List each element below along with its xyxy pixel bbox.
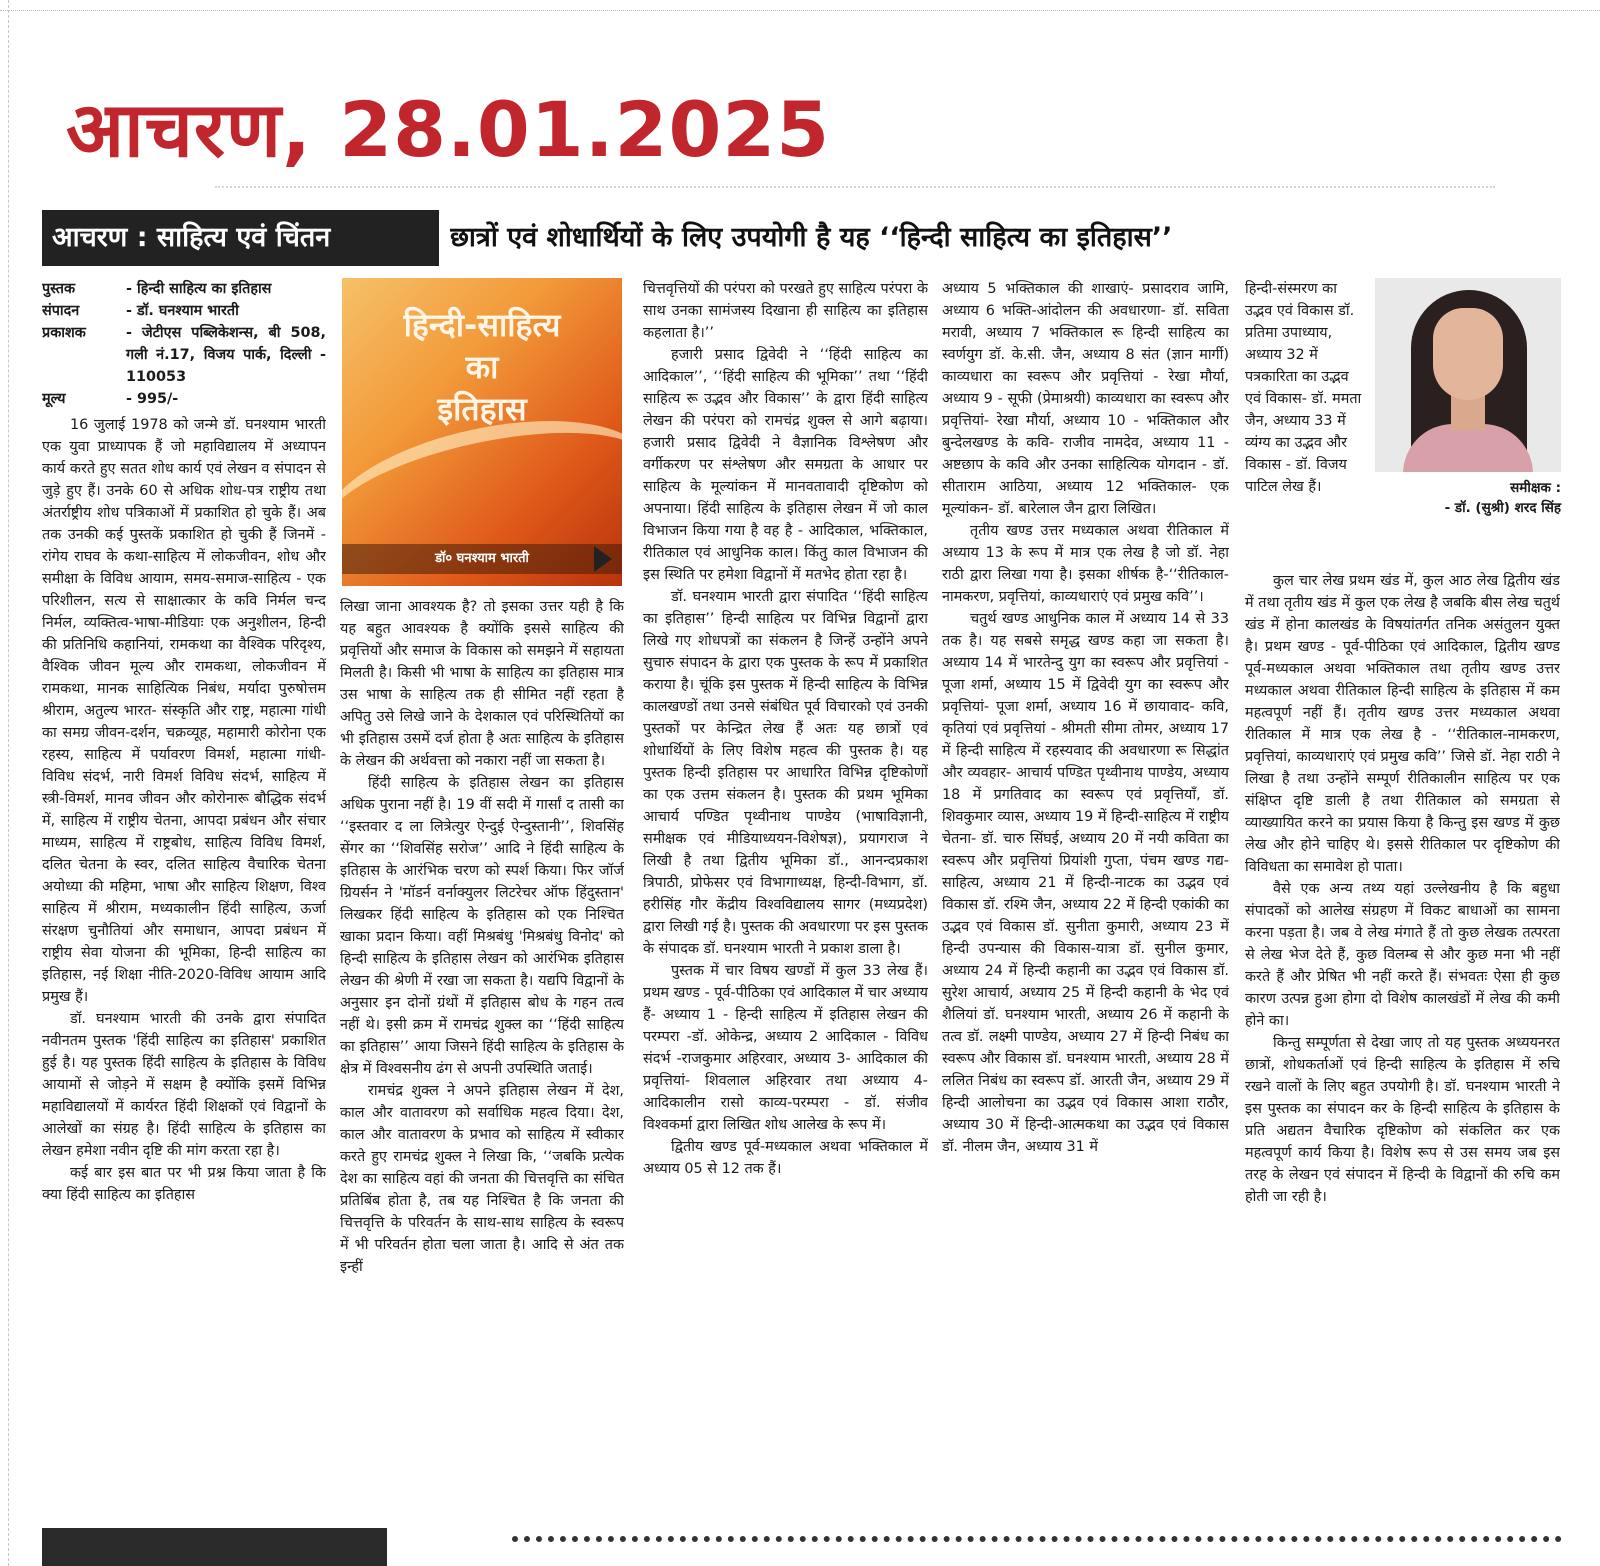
paragraph: 16 जुलाई 1978 को जन्मे डॉ. घनश्याम भारती एक युवा प्राध्यापक हैं जो महाविद्यालय में अध्यापन कार्य करते हुए सतत शोध कार्य एवं लेखन व संपादन से जुड़े हुए हैं। उनके 60 से अधिक शोध-पत्र राष्ट्रीय तथा अंतर्राष्ट्रीय शोध पत्रिकाओं में प्रकाशित हो चुके हैं। अब तक उनकी कई पुस्तकें प्रकाशित हो चुकी हैं जिनमें - रांगेय राघव के कथा-साहित्य में लोकजीवन, शोध और समीक्षा के विविध आयाम, समय-समाज-साहित्य - एक परिशीलन, सत्य से साक्षात्कार के कवि निर्मल चन्द निर्मल, व्यक्तित्व-भाषा-मीडियाः एक अनुशीलन, हिन्दी की प्रतिनिधि कहानियां, रामकथा का वैश्विक परिदृश्य, वैश्विक जीवन मूल्य और रामकथा, लोकजीवन में रामकथा, मानक साहित्यिक निबंध, मर्यादा पुरुषोत्तम श्रीराम, अतुल्य भारत- संस्कृति और राष्ट्र, महात्मा गांधी का समग्र जीवन-दर्शन, चक्रव्यूह, महामारी कोरोना एक रहस्य, साहित्य में पर्यावरण विमर्श, महात्मा गांधी- विविध संदर्भ, नारी विमर्श विविध संदर्भ, साहित्य में स्त्री-विमर्श, मानव जीवन और कोरोनारू बौद्धिक संदर्भ में, साहित्य में राष्ट्रीय चेतना, आपदा प्रबंधन और संचार माध्यम, साहित्य में राष्ट्रबोध, साहित्य विविध विमर्श, दलित चेतना के स्वर, दलित साहित्य वैचारिक चेतना अयोध्या की महिमा, भाषा और साहित्य शिक्षण, विश्व साहित्य में श्रीराम, मध्यकालीन हिंदी साहित्य, ऊर्जा संरक्षण चुनौतियां और समाधान, आपदा प्रबंधन में राष्ट्रीय सेवा योजना की भूमिका, हिन्दी साहित्य का इतिहास, नई शिक्षा नीति-2020-विविध आयाम आदि प्रमुख हैं।: [42, 417, 326, 1005]
paragraph: चतुर्थ खण्ड आधुनिक काल में अध्याय 14 से 33 तक है। यह सबसे समृद्ध खण्ड कहा जा सकता है। अध्याय 14 में भारतेन्दु युग का स्वरूप और प्रवृत्तियां - पूजा शर्मा, अध्याय 15 में द्विवेदी युग का स्वरूप और प्रवृत्तियां- पूजा शर्मा, अध्याय 16 में छायावाद- कवि, कृतियां एवं प्रवृत्तियां - श्रीमती सीमा तोमर, अध्याय 17 में हिन्दी साहित्य में रहस्यवाद की अवधारणा रू सिद्धांत और व्यवहार- आचार्य पण्डित पृथ्वीनाथ पाण्डेय, अध्याय 18 में प्रगतिवाद का स्वरूप एवं प्रवृत्तियाँ, डॉ. शिवकुमार व्यास, अध्याय 19 में हिन्दी-साहित्य में राष्ट्रीय चेतना- डॉ. चारु सिंघई, अध्याय 20 में नयी कविता का स्वरूप और प्रवृत्तियां प्रियांशी गुप्ता, पंचम खण्ड गद्य-साहित्य, अध्याय 21 में हिन्दी-नाटक का उद्भव एवं विकास डॉ. रश्मि जैन, अध्याय 22 में हिन्दी एकांकी का उद्भव एवं विकास डॉ. सुनीता कुमारी, अध्याय 23 में हिन्दी उपन्यास की विकास-यात्रा डॉ. सुनील कुमार, अध्याय 24 में हिन्दी कहानी का उद्भव एवं विकास डॉ. सुरेश आचार्य, अध्याय 25 में हिन्दी कहानी के भेद एवं शैलियां डॉ. घनश्याम भारती, अध्याय 26 में कहानी के तत्व डॉ. लक्ष्मी पाण्डेय, अध्याय 27 में हिन्दी निबंध का स्वरूप और विकास डॉ. घनश्याम भारती, अध्याय 28 में ललित निबंध का स्वरूप डॉ. आरती जैन, अध्याय 29 में हिन्दी आलोचना का उद्भव एवं विकास आशा राठौर, अध्याय 30 में हिन्दी-आत्मकथा का उद्भव एवं विकास डॉ. नीलम जैन, अध्याय 31 में: [942, 611, 1229, 1155]
paragraph: द्वितीय खण्ड पूर्व-मध्यकाल अथवा भक्तिकाल में अध्याय 05 से 12 तक हैं।: [643, 1139, 928, 1177]
paragraph: हजारी प्रसाद द्विवेदी ने ‘‘हिंदी साहित्य का आदिकाल’’, ‘‘हिंदी साहित्य की भूमिका’’ तथा ‘‘हिंदी साहित्य रू उद्भव और विकास’’ के द्वारा हिंदी साहित्य लेखन की परंपरा को रामचंद्र शुक्ल से आगे बढ़ाया। हजारी प्रसाद द्विवेदी ने वैज्ञानिक विश्लेषण और वर्गीकरण पर संश्लेषण और समग्रता के आधार पर साहित्य के मूल्यांकन में मानवतावादी दृष्टिकोण को अपनाया। हिंदी साहित्य के इतिहास लेखन में जो काल विभाजन किया गया है वह है - आदिकाल, भक्तिकाल, रीतिकाल एवं आधुनिक काल। किंतु काल विभाजन की इस स्थिति पर हमेशा विद्वानों में मतभेद होता रहा है।: [643, 347, 928, 583]
paragraph: हिन्दी-संस्मरण का उद्भव एवं विकास डॉ. प्रतिमा उपाध्याय, अध्याय 32 में पत्रकारिता का उद्भव एवं विकास- डॉ. ममता जैन, अध्याय 33 में व्यंग्य का उद्भव और विकास - डॉ. विजय पाटिल लेख हैं।: [1245, 281, 1362, 495]
reviewer-name: - डॉ. (सुश्री) शरद सिंह: [1444, 500, 1561, 516]
top-scan-edge: [0, 0, 1600, 11]
article-column-4: [942, 278, 1229, 1518]
paragraph: लिखा जाना आवश्यक है? तो इसका उत्तर यही है कि यह बहुत आवश्यक है क्योंकि इससे साहित्य की प्रवृत्तियों और समाज के विकास को समझने में सहायता मिलती है। किसी भी भाषा के साहित्य का इतिहास मात्र उस भाषा के साहित्य तक ही सीमित नहीं रहता है अपितु उसे लिखे जाने के देशकाल एवं परिस्थितियों का भी इतिहास उसमें दर्ज होता है अतः साहित्य के इतिहास के लेखन की अर्थवत्ता को नकारा नहीं जा सकता है।: [340, 599, 624, 769]
paragraph: डॉ. घनश्याम भारती द्वारा संपादित ‘‘हिंदी साहित्य का इतिहास’’ हिन्दी साहित्य पर विभिन्न विद्वानों द्वारा लिखे गए शोधपत्रों का संकलन है जिन्हें उन्होंने अपने सुचारु संपादन के द्वारा एक पुस्तक के रूप में प्रकाशित कराया है। चूंकि इस पुस्तक में हिन्दी साहित्य के विभिन्न कालखण्डों तथा उनसे संबंधित पूर्व विचारको एवं उनकी पुस्तकों पर केन्द्रित लेख हैं अतः यह छात्रों एवं शोधार्थियों के लिए विशेष महत्व की पुस्तक है। यह पुस्तक हिन्दी इतिहास पर आधारित विभिन्न दृष्टिकोणों का एक उत्तम संकलन है। पुस्तक की प्रथम भूमिका आचार्य पण्डित पृथ्वीनाथ पाण्डेय (भाषाविज्ञानी, समीक्षक एवं मीडियाध्ययन-विशेषज्ञ), प्रयागराज ने लिखी है तथा द्वितीय भूमिका डॉ., आनन्दप्रकाश त्रिपाठी, प्रोफेसर एवं विभागाध्यक्ष, हिन्दी-विभाग, डॉ. हरीसिंह गौर केंद्रीय विश्वविद्यालय सागर (मध्यप्रदेश) द्वारा लिखी गई है। पुस्तक की अवधारणा पर इस पुस्तक के संपादक डॉ. घनश्याम भारती ने प्रकाश डाला है।: [643, 589, 928, 957]
article-column-1: [42, 278, 326, 1518]
headline-bar: [42, 210, 1562, 266]
book-value: - हिन्दी साहित्य का इतिहास: [126, 281, 272, 297]
headline: छात्रों एवं शोधार्थियों के लिए उपयोगी है यह ‘‘हिन्दी साहित्य का इतिहास’’: [450, 222, 1173, 253]
photo-face: [1433, 308, 1503, 400]
publisher-key: प्रकाशक: [42, 325, 86, 341]
paragraph: कुल चार लेख प्रथम खंड में, कुल आठ लेख द्वितीय खंड में तथा तृतीय खंड में कुल एक लेख है जबकि बीस लेख चतुर्थ खंड में होना कालखंड के विषयांतर्गत तनिक असंतुलन युक्त है। प्रथम खण्ड - पूर्व-पीठिका एवं आदिकाल, द्वितीय खण्ड पूर्व-मध्यकाल अथवा भक्तिकाल तथा तृतीय खण्ड उत्तर मध्यकाल अथवा रीतिकाल हिन्दी साहित्य के इतिहास में कम महत्वपूर्ण नहीं हैं। तृतीय खण्ड उत्तर मध्यकाल अथवा रीतिकाल में मात्र एक लेख है - ‘‘रीतिकाल-नामकरण, प्रवृत्तियां, काव्यधाराएं एवं प्रमुख कवि’’ जिसे डॉ. नेहा राठी ने लिखा है तथा उन्होंने सम्पूर्ण रीतिकालीन साहित्य पर एक संक्षिप्त दृष्टि डाली है तथा रीतिकाल को समग्रता से व्याख्यायित करने का प्रयास किया है किन्तु इस खण्ड में कुछ लेख और होने चाहिए थे। इससे रीतिकाल पर दृष्टिकोण की विविधता का समावेश हो पाता।: [1245, 573, 1560, 875]
faint-header-strip: [215, 186, 1495, 196]
reviewer-label: समीक्षक :: [1510, 480, 1561, 496]
paragraph: वैसे एक अन्य तथ्य यहां उल्लेखनीय है कि बहुधा संपादकों को आलेख संग्रहण में विकट बाधाओं का सामना करना पड़ता है। जब वे लेख मंगाते हैं तो कुछ लेखक तत्परता से लेख भेज देते हैं, कुछ विलम्ब से और कुछ मना भी नहीं करते हैं और प्रेषित भी नहीं करते हैं। संभवतः ऐसा ही कुछ कारण उत्पन्न हुआ होगा दो विशेष कालखंडों में लेख की कमी होने का।: [1245, 881, 1560, 1029]
paragraph: किन्तु सम्पूर्णता से देखा जाए तो यह पुस्तक अध्ययनरत छात्रों, शोधकर्ताओं एवं हिन्दी साहित्य के इतिहास में रुचि रखने वालों के लिए बहुत उपयोगी है। डॉ. घनश्याम भारती ने इस पुस्तक का संपादन कर के हिन्दी साहित्य के इतिहास के प्रति अद्यतन वैचारिक दृष्टिकोण को संकलित कर एक महत्वपूर्ण कार्य किया है। विशेष रूप से उस समय जब इस तरह के लेखन एवं संपादन में हिन्दी के विद्वानों की रुचि कम होती जा रही है।: [1245, 1035, 1560, 1205]
paragraph: हिंदी साहित्य के इतिहास लेखन का इतिहास अधिक पुराना नहीं है। 19 वीं सदी में गार्सां द तासी का ‘‘इस्तवार द ला लित्रेत्युर ऐन्दुई ऐन्दुस्तानी’’, शिवसिंह सेंगर का ‘‘शिवसिंह सरोज’’ आदि ने हिंदी साहित्य के इतिहास के आरंभिक चरण को स्पर्श किया। फिर जॉर्ज ग्रियर्सन ने 'मॉडर्न वर्नाक्युलर लिटरेचर ऑफ हिंदुस्तान' लिखकर हिंदी साहित्य के इतिहास को एक निश्चित खाका प्रदान किया। वहीं मिश्रबंधु 'मिश्रबंधु विनोद' को हिन्दी साहित्य के इतिहास लेखन को आरंभिक इतिहास लेखन की श्रेणी में रखा जा सकता है। यद्यपि विद्वानों के अनुसार इन दोनों ग्रंथों में इतिहास बोध के गहन तत्व नहीं थे। इसी क्रम में रामचंद्र शुक्ल का ‘‘हिंदी साहित्य का इतिहास’’ आया जिसने हिंदी साहित्य के इतिहास के क्षेत्र में विश्वसनीय ढंग से अपनी उपस्थिति जताई।: [340, 775, 624, 1077]
price-value: - 995/-: [126, 391, 179, 407]
price-key: मूल्य: [42, 391, 66, 407]
section-label: आचरण : साहित्य एवं चिंतन: [42, 210, 439, 266]
reviewer-photo: [1375, 278, 1561, 472]
book-cover-image: [342, 278, 622, 586]
cover-title: [342, 304, 622, 430]
article-column-2: [340, 596, 624, 1518]
paragraph: रामचंद्र शुक्ल ने अपने इतिहास लेखन में देश, काल और वातावरण को सर्वाधिक महत्व दिया। देश, काल और वातावरण के प्रभाव को साहित्य में स्वीकार करते हुए रामचंद्र शुक्ल ने लिखा कि, ‘‘जबकि प्रत्येक देश का साहित्य वहां की जनता की चित्तवृत्ति का संचित प्रतिबिंब होता है, तब यह निश्चित है कि जनता की चित्तवृत्ति के परिवर्तन के साथ-साथ साहित्य के स्वरूप में भी परिवर्तन होता चला जाता है। आदि से अंत तक इन्हीं: [340, 1083, 624, 1275]
article-column-3: [643, 278, 928, 1518]
paragraph: डॉ. घनश्याम भारती की उनके द्वारा संपादित नवीनतम पुस्तक 'हिंदी साहित्य का इतिहास' प्रकाशित हुई है। यह पुस्तक हिंदी साहित्य के इतिहास के विविध आयामों से जोड़ने में सक्षम है क्योंकि इसमें विभिन्न महाविद्यालयों में कार्यरत हिंदी शिक्षकों एवं विद्वानों के आलेखों का संग्रह है। हिंदी साहित्य के इतिहास का लेखन हमेशा नवीन दृष्टि की मांग करता रहा है।: [42, 1011, 326, 1159]
article-column-5-top: [1245, 278, 1365, 568]
bottom-dark-bar: [42, 1528, 387, 1566]
arrow-icon: [594, 546, 612, 572]
paragraph: पुस्तक में चार विषय खण्डों में कुल 33 लेख हैं। प्रथम खण्ड - पूर्व-पीठिका एवं आदिकाल में चार अध्याय हैं- अध्याय 1 - हिन्दी साहित्य में इतिहास लेखन की परम्परा -डॉ. ओकेन्द्र, अध्याय 2 आदिकाल - विविध संदर्भ -राजकुमार अहिरवार, अध्याय 3- आदिकाल की प्रवृत्तियां- शिवलाल अहिरवार तथा अध्याय 4- आदिकालीन रासो काव्य-परम्परा - डॉ. संजीव विश्वकर्मा द्वारा लिखित शोध आलेख के रूप में।: [643, 963, 928, 1133]
paragraph: कई बार इस बात पर भी प्रश्न किया जाता है कि क्या हिंदी साहित्य का इतिहास: [42, 1165, 326, 1203]
publisher-value: - जेटीएस पब्लिकेशन्स, बी 508, गली नं.17, विजय पार्क, दिल्ली - 110053: [126, 325, 326, 385]
cover-title-line: इतिहास: [437, 390, 527, 428]
masthead-date: आचरण, 28.01.2025: [66, 85, 831, 174]
book-details: [42, 278, 326, 410]
reviewer-caption: [1375, 478, 1561, 518]
article-column-5: [1245, 570, 1560, 1518]
editor-key: संपादन: [42, 303, 80, 319]
cover-title-line: हिन्दी-साहित्य: [403, 306, 561, 344]
book-key: पुस्तक: [42, 281, 76, 297]
bottom-cut-off-strip: [42, 1528, 1562, 1566]
paragraph: चित्तवृत्तियों की परंपरा को परखते हुए साहित्य परंपरा के साथ उनका सामंजस्य दिखाना ही साहित्य का इतिहास कहलाता है।’’: [643, 281, 928, 341]
paragraph: अध्याय 5 भक्तिकाल की शाखाएं- प्रसादराव जामि, अध्याय 6 भक्ति-आंदोलन की अवधारणा- डॉ. सविता मरावी, अध्याय 7 भक्तिकाल रू हिन्दी साहित्य का स्वर्णयुग डॉ. के.सी. जैन, अध्याय 8 संत (ज्ञान मार्गी) काव्यधारा का स्वरूप और प्रवृत्तियां - रेखा मौर्या, अध्याय 9 - सूफी (प्रेमाश्रयी) काव्यधारा का स्वरूप और प्रवृत्तियां- रेखा मौर्या, अध्याय 10 - भक्तिकाल और बुन्देलखण्ड के कवि- राजीव नामदेव, अध्याय 11 - अष्टछाप के कवि और उनका साहित्यिक योगदान - डॉ. सीताराम आठिया, अध्याय 12 भक्तिकाल- एक मूल्यांकन- डॉ. बारेलाल जैन द्वारा लिखित।: [942, 281, 1229, 517]
bottom-cut-headline: [512, 1536, 1562, 1564]
left-margin-rule: [8, 0, 9, 1566]
paragraph: तृतीय खण्ड उत्तर मध्यकाल अथवा रीतिकाल में अध्याय 13 के रूप में मात्र एक लेख है जो डॉ. नेहा राठी द्वारा लिखा गया है। इसका शीर्षक है-‘‘रीतिकाल- नामकरण, प्रवृत्तियां, काव्यधाराएं एवं प्रमुख कवि’’।: [942, 523, 1229, 605]
cover-author: डॉ० घनश्याम भारती: [342, 544, 622, 574]
cover-title-line: का: [465, 348, 499, 386]
editor-value: - डॉ. घनश्याम भारती: [126, 303, 239, 319]
